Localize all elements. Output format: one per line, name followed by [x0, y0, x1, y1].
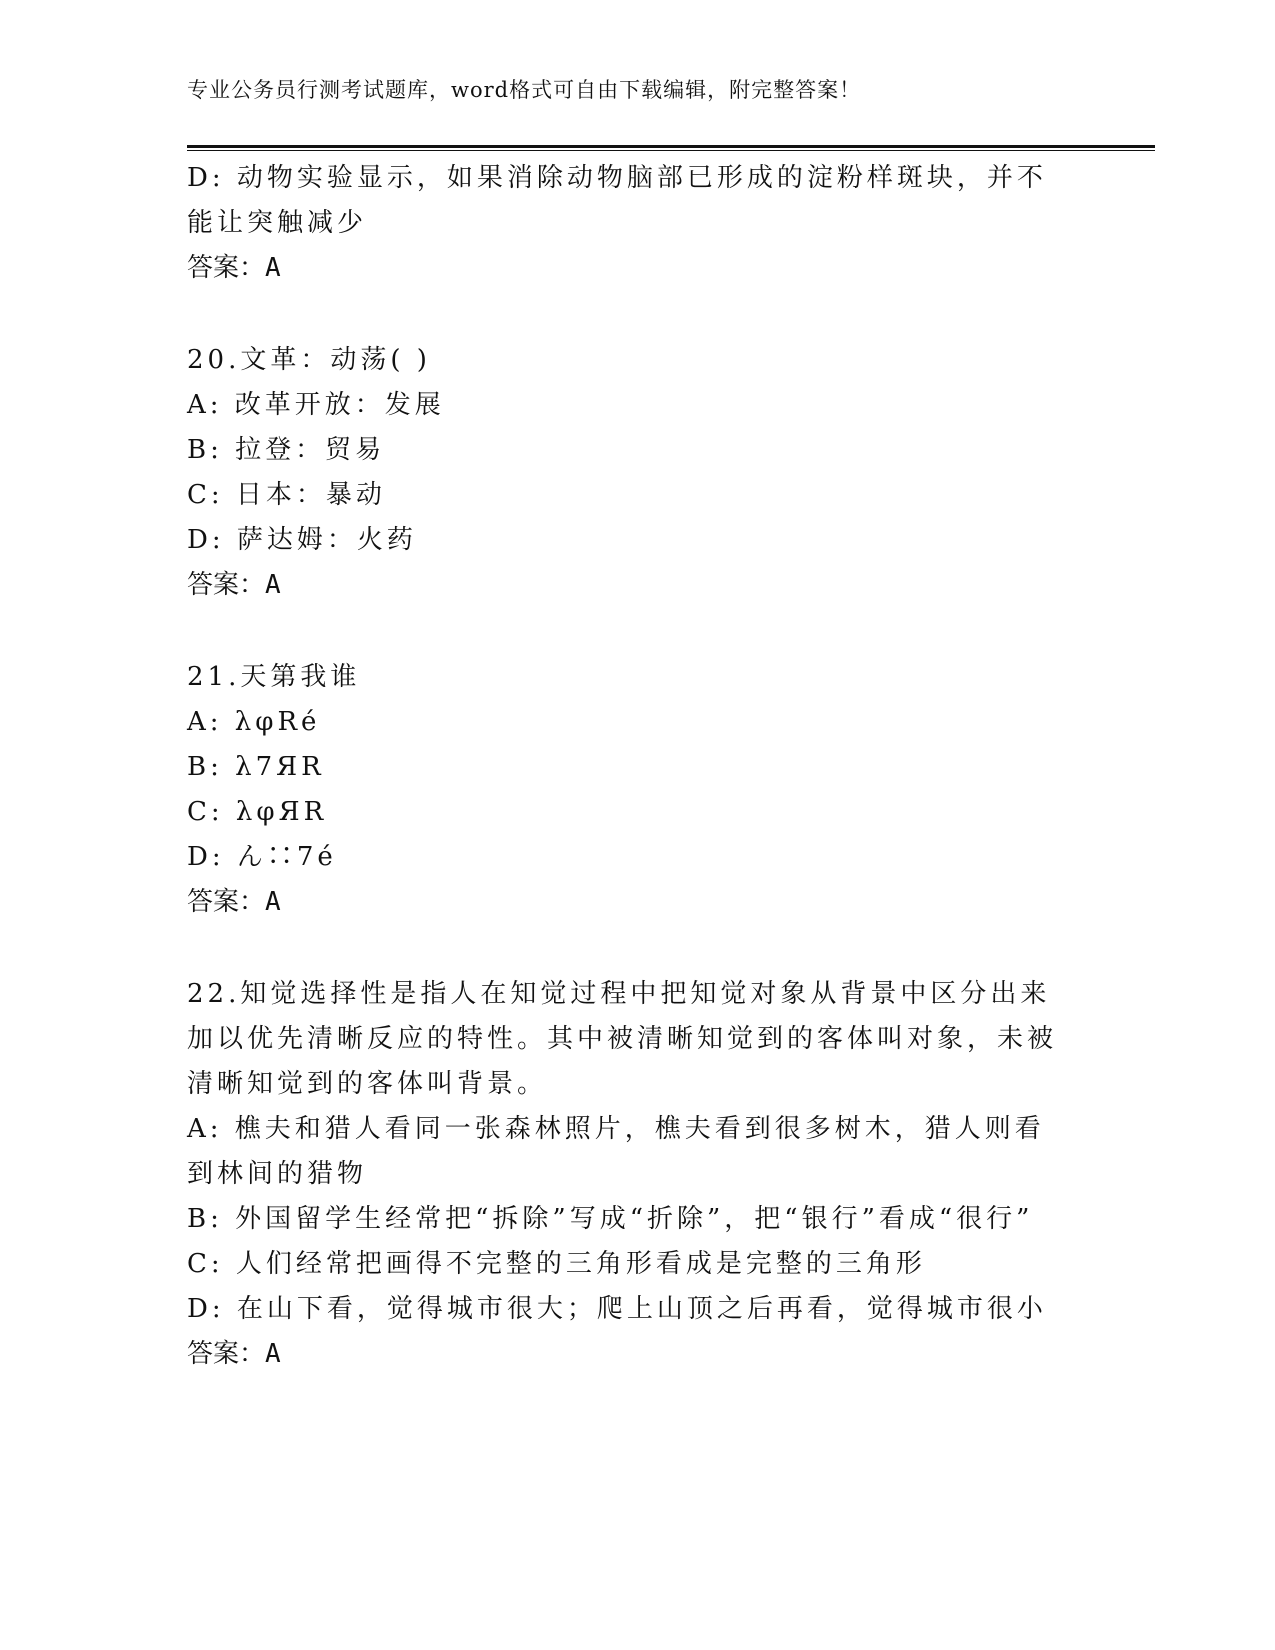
option-b: B: λ7ЯR	[187, 752, 325, 782]
option-d: D: 动物实验显示，如果消除动物脑部已形成的淀粉样斑块，并不能让突触减少	[187, 163, 1047, 238]
option-c: C: 日本：暴动	[187, 480, 386, 510]
question-22	[187, 972, 1067, 1377]
question-stem: 21.天第我谁	[187, 662, 361, 692]
answer-value: A	[265, 253, 281, 283]
page-header: 专业公务员行测考试题库，word格式可自由下载编辑，附完整答案！	[187, 78, 862, 102]
question-19-tail	[187, 156, 1067, 291]
answer-line	[187, 563, 1067, 608]
answer-label: 答案：	[187, 1339, 266, 1369]
answer-value: A	[265, 887, 281, 917]
option-a: A: λφRé	[187, 707, 321, 737]
answer-value: A	[265, 1339, 281, 1369]
header-rule-thin	[187, 150, 1155, 151]
header-rule-thick	[187, 145, 1155, 148]
question-list	[187, 156, 1067, 1424]
option-c: C: λφЯR	[187, 797, 328, 827]
option-d: D: 萨达姆：火药	[187, 525, 417, 555]
answer-label: 答案：	[187, 253, 266, 283]
option-d: D: ん∷7é	[187, 842, 337, 872]
question-stem: 22.知觉选择性是指人在知觉过程中把知觉对象从背景中区分出来加以优先清晰反应的特性。其中被清晰知觉到的客体叫对象，未被清晰知觉到的客体叫背景。	[187, 979, 1058, 1099]
question-stem: 20.文革：动荡( )	[187, 345, 431, 375]
answer-line	[187, 880, 1067, 925]
question-21	[187, 655, 1067, 925]
option-b: B: 拉登：贸易	[187, 435, 386, 465]
answer-line	[187, 246, 1067, 291]
answer-line	[187, 1332, 1067, 1377]
option-b: B: 外国留学生经常把“拆除”写成“折除”，把“银行”看成“很行”	[187, 1204, 1034, 1234]
question-20	[187, 338, 1067, 608]
option-a: A: 改革开放：发展	[187, 390, 445, 420]
answer-value: A	[265, 570, 281, 600]
answer-label: 答案：	[187, 570, 266, 600]
option-a: A: 樵夫和猎人看同一张森林照片，樵夫看到很多树木，猎人则看到林间的猎物	[187, 1114, 1045, 1189]
answer-label: 答案：	[187, 887, 266, 917]
option-c: C: 人们经常把画得不完整的三角形看成是完整的三角形	[187, 1249, 926, 1279]
option-d: D: 在山下看，觉得城市很大；爬上山顶之后再看，觉得城市很小	[187, 1294, 1047, 1324]
